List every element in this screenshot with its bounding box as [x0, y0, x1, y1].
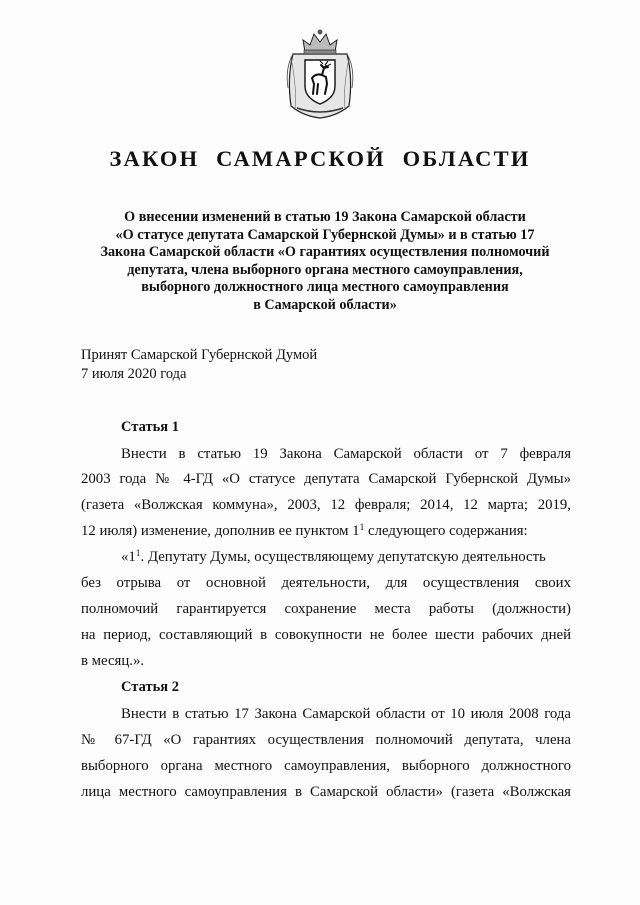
law-title: ЗАКОН САМАРСКОЙ ОБЛАСТИ: [109, 146, 531, 171]
article-2-heading: Статья 2: [121, 679, 179, 695]
article-1-heading: Статья 1: [121, 419, 179, 435]
law-subtitle: [70, 209, 580, 315]
article-2-line: выборного органа местного самоуправления, выборного должностного: [81, 758, 571, 774]
adopted-date: 7 июля 2020 года: [81, 366, 187, 382]
article-2-line: лица местного самоуправления в Самарской области» (газета «Волжская: [81, 784, 571, 800]
subtitle-line: в Самарской области»: [253, 296, 397, 313]
article-1-line: 12 июля) изменение, дополнив ее пунктом $1^1$ следующего содержания:: [81, 523, 528, 539]
subtitle-line: Закона Самарской области «О гарантиях осуществления полномочий: [100, 244, 550, 261]
article-1-quote-end: в месяц.».: [81, 653, 145, 669]
article-1-line: (газета «Волжская коммуна», 2003, 12 февраля; 2014, 12 марта; 2019,: [81, 497, 571, 513]
adoption-note: [81, 346, 317, 384]
article-2-line: № 67-ГД «О гарантиях осуществления полномочий депутата, члена: [81, 732, 571, 748]
article-1-line: Внести в статью 19 Закона Самарской области от 7 февраля: [121, 446, 571, 462]
article-1-quote-line: на период, составляющий в совокупности не более шести рабочих дней: [81, 627, 571, 643]
adopted-by: Принят Самарской Губернской Думой: [81, 347, 318, 363]
coat-of-arms-icon: [283, 28, 357, 120]
subtitle-line: О внесении изменений в статью 19 Закона Самарской области: [124, 209, 526, 225]
subtitle-line: «О статусе депутата Самарской Губернской Думы» и в статью 17: [115, 226, 535, 243]
article-1-quote-line: полномочий гарантируется сохранение места работы (должности): [81, 601, 571, 617]
subtitle-line: выборного должностного лица местного самоуправления: [141, 279, 509, 296]
article-2-line: Внести в статью 17 Закона Самарской области от 10 июля 2008 года: [121, 706, 571, 722]
article-1-quote-line: без отрыва от основной деятельности, для осуществления своих: [81, 575, 571, 591]
article-1-quote-line: «$1^1$. Депутату Думы, осуществляющему депутатскую деятельность: [121, 549, 546, 565]
article-1-line: 2003 года № 4-ГД «О статусе депутата Самарской Губернской Думы»: [81, 471, 571, 487]
subtitle-line: депутата, члена выборного органа местного самоуправления,: [127, 261, 523, 278]
